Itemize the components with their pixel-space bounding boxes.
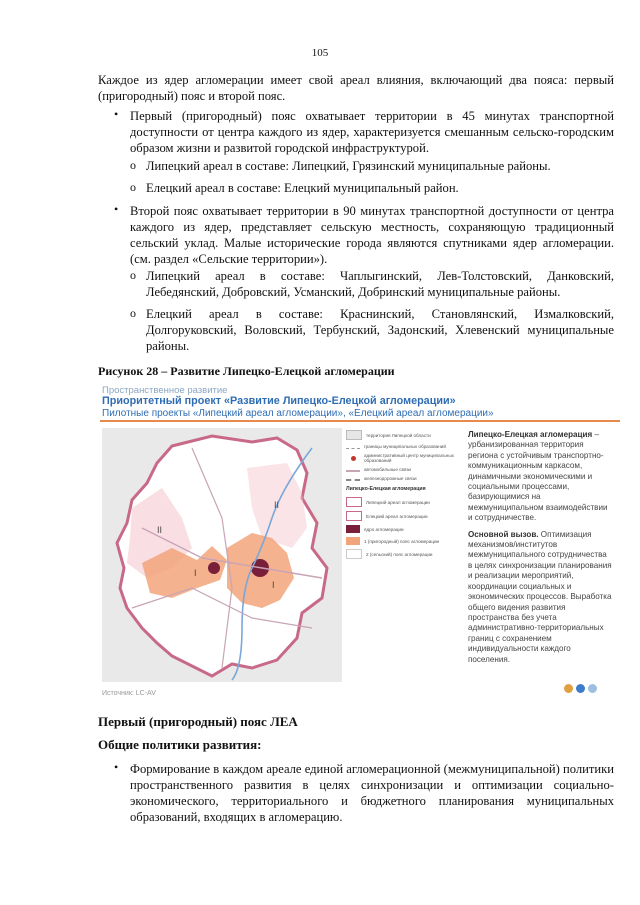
figure-header-title: Приоритетный проект «Развитие Липецко-Елецкой агломерации» [102, 395, 456, 407]
legend-swatch [346, 549, 362, 559]
desc-title2: Основной вызов. [468, 529, 539, 539]
figure-panel [98, 384, 628, 702]
legend-item [346, 537, 464, 545]
legend-item [346, 444, 464, 449]
bullet3-text: Формирование в каждом ареале единой агломерационной (межмуниципальной) политики пространственного развития в целях синхронизации и оптимизации социально-экономического, территориального и бюджетного планирования муниципальных образований, входящих в агломерацию. [130, 762, 614, 824]
partner-logo-icon [588, 684, 597, 693]
legend-swatch [346, 511, 362, 521]
map-legend [346, 430, 464, 563]
figure-description [468, 430, 613, 665]
bullet2-sub1: Липецкий ареал в составе: Чаплыгинский, Лев-Толстовский, Данковский, Лебедянский, Добровский, Усманский, Добринский муниципальные районы. [146, 269, 614, 299]
legend-swatch [346, 525, 360, 533]
map-label-belt1-lipetsk: I [272, 580, 275, 590]
bullet1-text: Первый (пригородный) пояс охватывает территории в 45 минутах транспортной доступности от центра каждого из ядер, характеризуется смешанным сельско-городским образом жизни и развитой городской инфраструктурой. [130, 109, 614, 155]
figure-divider [100, 420, 620, 422]
legend-label: административный центр муниципальных образований [364, 453, 454, 463]
figure-source: Источник: LC-AV [102, 690, 156, 697]
desc-title: Липецко-Елецкая агломерация [468, 430, 593, 439]
agglomeration-map [102, 428, 342, 682]
legend-item [346, 549, 464, 559]
legend-item [346, 467, 464, 472]
legend-item [346, 525, 464, 533]
bullet1-sub1: Липецкий ареал в составе: Липецкий, Грязинский муниципальные районы. [146, 159, 551, 173]
emblem-logo-icon [564, 684, 573, 693]
legend-swatch [346, 467, 360, 472]
legend-label: территория Липецкой области [366, 432, 431, 438]
bullet1-sub2: Елецкий ареал в составе: Елецкий муниципальный район. [146, 181, 459, 195]
map-label-zone2-east: II [274, 500, 280, 510]
legend-label: границы муниципальных образований [364, 444, 446, 449]
bullet2-text: Второй пояс охватывает территории в 90 минутах транспортной доступности от центра каждого из ядер, представляет сельскую местность, сохраняющую традиционный сельский уклад. Малые исторические города являются спутниками ядер агломерации. (см. раздел «Сельские территории»). [130, 204, 614, 266]
bullet-dot: • [114, 107, 119, 121]
bullet2-sub2: Елецкий ареал в составе: Краснинский, Становлянский, Измалковский, Долгоруковский, Воловский, Тербунский, Задонский, Хлевенский муниципальные районы. [146, 307, 614, 353]
core-yelets [208, 562, 220, 574]
intro-paragraph: Каждое из ядер агломерации имеет свой ареал влияния, включающий два пояса: первый (пригородный) пояс и второй пояс. [98, 73, 614, 103]
desc-text2: Оптимизация механизмов/институтов межмуниципального сотрудничества в целях синхронизации планирования и реализации мероприятий, координации социальных и экономических процессов. Выработка общего видения развития пространства без учета административно-территориальных границ с сохранением индивидуальности каждого поселения. [468, 529, 612, 664]
legend-item [346, 511, 464, 521]
bullet-dot: • [114, 760, 119, 774]
legend-label: ядро агломерации [364, 526, 404, 532]
partner-logo-icon [576, 684, 585, 693]
legend-label: Липецкий ареал агломерации [366, 499, 430, 505]
legend-item [346, 430, 464, 440]
legend-item [346, 453, 464, 463]
figure-header-small: Пространственное развитие [102, 385, 228, 396]
legend-header: Липецко-Елецкая агломерация [346, 486, 426, 492]
legend-item [346, 476, 464, 481]
section-title: Первый (пригородный) пояс ЛЕА [98, 714, 298, 729]
legend-swatch [346, 497, 362, 507]
circle-bullet: o [130, 180, 136, 194]
page-number: 105 [311, 47, 329, 59]
map-label-belt1: I [194, 568, 197, 578]
figure-caption: Рисунок 28 – Развитие Липецко-Елецкой агломерации [98, 364, 395, 378]
bullet-dot: • [114, 202, 119, 216]
legend-label: 1 (пригородный) пояс агломерации [364, 538, 440, 544]
legend-swatch [346, 444, 360, 449]
legend-swatch [346, 454, 360, 462]
legend-item [346, 497, 464, 507]
subsection-title: Общие политики развития: [98, 737, 262, 752]
legend-label: Елецкий ареал агломерации [366, 513, 428, 519]
map-label-zone2-west: II [157, 525, 163, 535]
circle-bullet: o [130, 268, 136, 282]
figure-header-sub: Пилотные проекты «Липецкий ареал агломерации», «Елецкий ареал агломерации» [102, 408, 494, 419]
legend-swatch [346, 537, 360, 545]
legend-swatch [346, 430, 362, 440]
legend-swatch [346, 476, 360, 481]
legend-label: железнодорожные связи [364, 476, 417, 481]
logo-group [564, 684, 597, 693]
circle-bullet: o [130, 158, 136, 172]
legend-label: 2 (сельский) пояс агломерации [366, 551, 433, 557]
circle-bullet: o [130, 306, 136, 320]
legend-label: автомобильные связи [364, 467, 412, 472]
desc-text: – урбанизированная территория региона с устойчивым транспортно-коммуникационным каркасом, динамичными экономическими и социальными процессами, базирующимися на межмуниципальном взаимодействии и сотрудничестве. [468, 430, 608, 523]
